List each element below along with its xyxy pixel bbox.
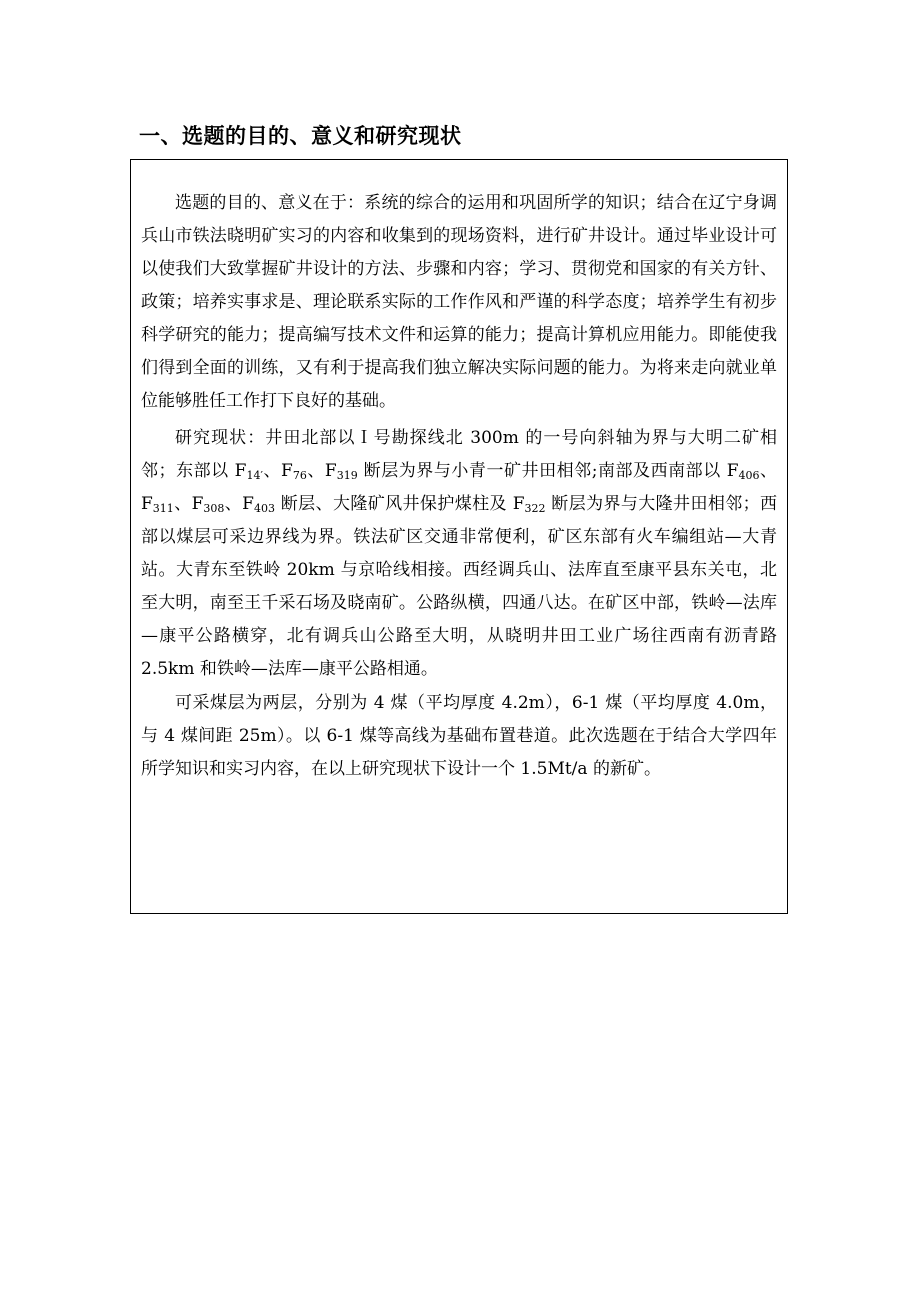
text-run: 、F	[306, 461, 337, 481]
text-run: 断层为界与大隆井田相邻；西部以煤层可采边界线为界。铁法矿区交通非常便利，矿区东部有火车编组站—大青站。大青东至铁岭 20km 与京哈线相接。西经调兵山、法库直至康平县东关屯，北至大明，南至王千采石场及晓南矿。公路纵横，四通八达。在矿区中部，铁岭—法库—康平公路横穿，北有调兵山公路至大明，从晓明井田工业广场往西南有沥青路 2.5km 和铁岭—法库—康平公路相通。	[141, 494, 778, 679]
content-box	[130, 159, 788, 914]
subscript: 406	[738, 469, 760, 482]
subscript: 403	[253, 502, 275, 515]
subscript: 322	[524, 502, 546, 515]
subscript: 311	[152, 502, 174, 515]
text-run: 断层、大隆矿风井保护煤柱及 F	[274, 494, 525, 514]
subscript: 76	[292, 469, 307, 482]
coal-seams-paragraph: 可采煤层为两层，分别为 4 煤（平均厚度 4.2m），6-1 煤（平均厚度 4.0m，与 4 煤间距 25m）。以 6-1 煤等高线为基础布置巷道。此次选题在于结合大学四年所学知识和实习内容，在以上研究现状下设计一个 1.5Mt/a 的新矿。	[141, 693, 777, 779]
subscript: 308	[203, 502, 225, 515]
prime-mark: ′	[260, 469, 263, 482]
text-run: 研究现状：井田北部以Ｉ号勘探线北 300m 的一号向斜轴为界与大明二矿相邻；东部以 F	[141, 428, 777, 481]
text-run: 、F	[262, 461, 293, 481]
subscript: 14	[246, 469, 261, 482]
text-run: 、F	[141, 461, 778, 514]
text-run: 、F	[173, 494, 204, 514]
content-box-inner	[131, 160, 787, 786]
text-run: 、F	[224, 494, 254, 514]
subscript: 319	[336, 469, 358, 482]
research-status-paragraph	[141, 422, 777, 686]
purpose-paragraph: 选题的目的、意义在于：系统的综合的运用和巩固所学的知识；结合在辽宁身调兵山市铁法晓明矿实习的内容和收集到的现场资料，进行矿井设计。通过毕业设计可以使我们大致掌握矿井设计的方法、步骤和内容；学习、贯彻党和国家的有关方针、政策；培养实事求是、理论联系实际的工作作风和严谨的科学态度；培养学生有初步科学研究的能力；提高编写技术文件和运算的能力；提高计算机应用能力。即能使我们得到全面的训练，又有利于提高我们独立解决实际问题的能力。为将来走向就业单位能够胜任工作打下良好的基础。	[141, 193, 777, 411]
section-heading: 一、选题的目的、意义和研究现状	[139, 124, 462, 148]
text-run: 断层为界与小青一矿井田相邻;南部及西南部以 F	[357, 461, 739, 481]
